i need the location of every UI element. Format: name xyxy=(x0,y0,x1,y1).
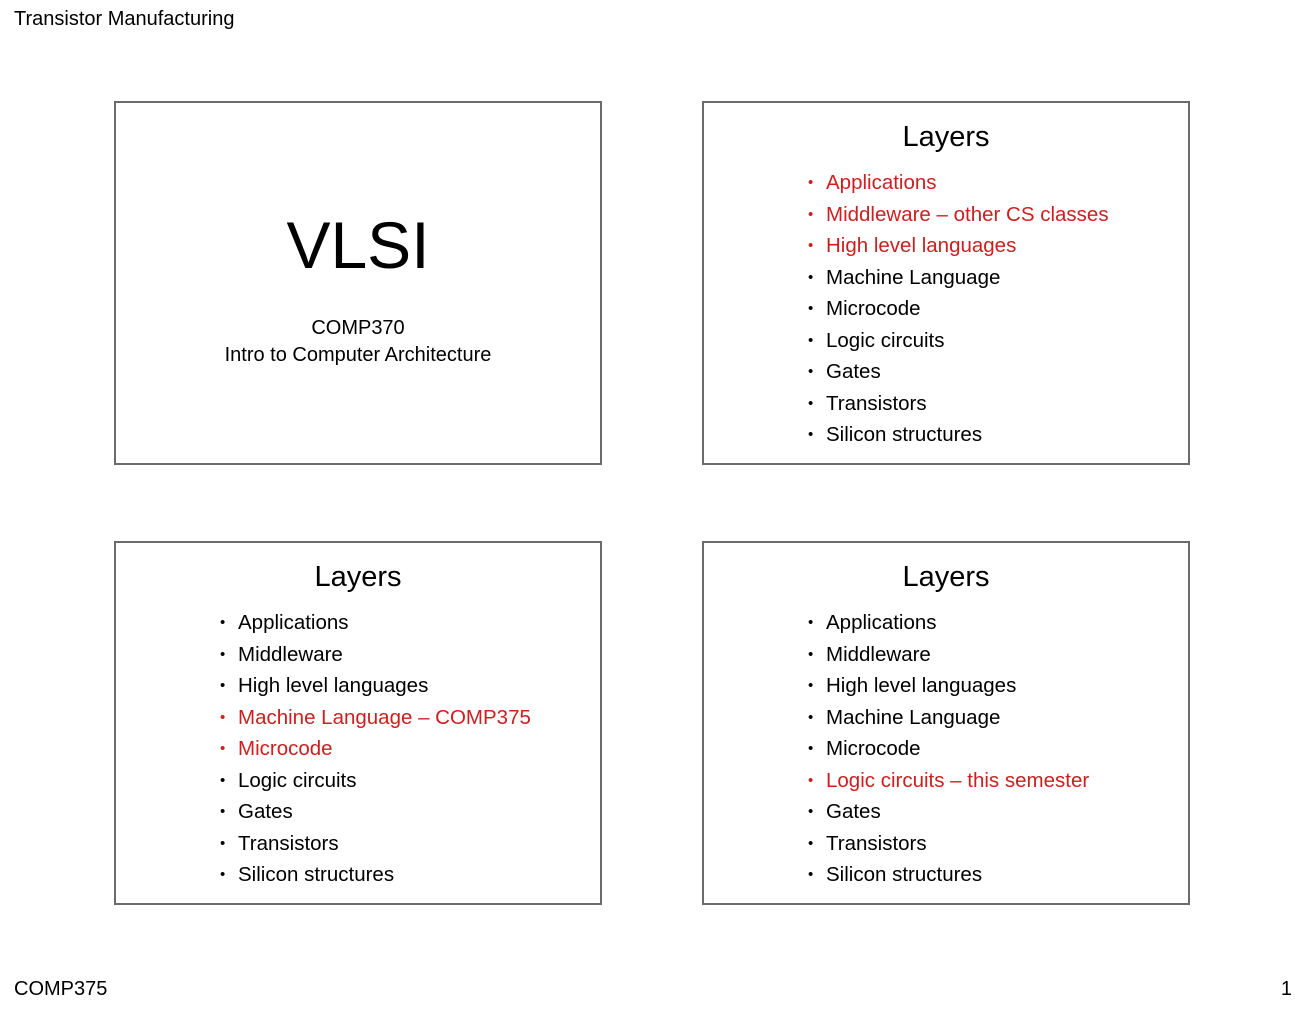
bullet-item xyxy=(220,859,531,891)
bullet-text: Applications xyxy=(238,611,349,634)
bullet-item xyxy=(808,293,1109,325)
bullet-dot-icon: • xyxy=(808,771,814,789)
page-header-title: Transistor Manufacturing xyxy=(14,8,235,30)
bullet-text: Silicon structures xyxy=(826,863,983,886)
bullet-text: High level languages xyxy=(826,674,1017,697)
bullet-dot-icon: • xyxy=(220,645,226,663)
bullet-text: Logic circuits – this semester xyxy=(826,768,1090,792)
subtitle-course: COMP370 xyxy=(311,317,405,339)
bullet-text: Logic circuits xyxy=(238,768,357,792)
bullet-text: Gates xyxy=(826,800,881,823)
bullet-item xyxy=(220,796,531,828)
bullet-text: Microcode xyxy=(238,737,333,760)
bullet-dot-icon: • xyxy=(220,803,226,820)
bullet-item xyxy=(808,388,1109,420)
bullet-dot-icon: • xyxy=(808,300,814,317)
bullet-dot-icon: • xyxy=(220,677,226,694)
slide-thumbnail-1 xyxy=(114,101,602,465)
bullet-dot-icon: • xyxy=(808,205,814,223)
bullet-dot-icon: • xyxy=(808,614,814,631)
bullet-text: Silicon structures xyxy=(826,423,983,446)
bullet-text: Machine Language – COMP375 xyxy=(238,705,531,729)
bullet-dot-icon: • xyxy=(808,268,814,286)
bullet-item xyxy=(220,765,531,797)
bullet-text: Machine Language xyxy=(826,265,1001,289)
bullet-dot-icon: • xyxy=(808,394,814,412)
bullet-item xyxy=(220,702,531,734)
footer-course: COMP375 xyxy=(14,978,108,1000)
slide-thumbnail-3 xyxy=(114,541,602,905)
slide-thumbnail-2 xyxy=(702,101,1190,465)
bullet-dot-icon: • xyxy=(220,834,226,852)
bullet-dot-icon: • xyxy=(808,426,814,443)
bullet-item xyxy=(808,639,1089,671)
bullet-item xyxy=(808,199,1109,231)
bullet-text: Gates xyxy=(826,360,881,383)
bullet-item xyxy=(808,167,1109,199)
bullet-text: Applications xyxy=(826,171,937,194)
bullet-item xyxy=(808,765,1089,797)
bullet-text: Silicon structures xyxy=(238,863,395,886)
bullet-dot-icon: • xyxy=(220,708,226,726)
bullet-dot-icon: • xyxy=(808,363,814,380)
bullet-item xyxy=(220,639,531,671)
bullet-item xyxy=(220,733,531,765)
bullet-item xyxy=(808,262,1109,294)
bullet-item xyxy=(808,828,1089,860)
bullet-item xyxy=(220,670,531,702)
bullet-item xyxy=(808,670,1089,702)
bullet-list xyxy=(808,167,1109,451)
bullet-text: Microcode xyxy=(826,737,921,760)
bullet-dot-icon: • xyxy=(808,645,814,663)
bullet-text: Logic circuits xyxy=(826,328,945,352)
bullet-dot-icon: • xyxy=(808,708,814,726)
subtitle-course-name: Intro to Computer Architecture xyxy=(224,344,492,366)
bullet-text: Transistors xyxy=(238,831,339,855)
slide-title: Layers xyxy=(314,561,402,593)
bullet-dot-icon: • xyxy=(808,237,814,254)
slide-title: Layers xyxy=(902,561,990,593)
bullet-dot-icon: • xyxy=(808,174,814,191)
bullet-item xyxy=(808,230,1109,262)
slide-thumbnail-4 xyxy=(702,541,1190,905)
page-number: 1 xyxy=(1280,978,1292,1000)
bullet-list xyxy=(220,607,531,891)
slide-heading: VLSI xyxy=(286,208,430,282)
bullet-dot-icon: • xyxy=(220,771,226,789)
bullet-item xyxy=(808,419,1109,451)
bullet-dot-icon: • xyxy=(220,866,226,883)
bullet-text: Middleware xyxy=(238,642,343,666)
bullet-text: Middleware – other CS classes xyxy=(826,202,1109,226)
bullet-text: Transistors xyxy=(826,391,927,415)
bullet-item xyxy=(808,859,1089,891)
bullet-dot-icon: • xyxy=(220,614,226,631)
slide-subtitle xyxy=(116,315,600,369)
bullet-item xyxy=(808,607,1089,639)
bullet-item xyxy=(220,828,531,860)
bullet-dot-icon: • xyxy=(808,740,814,757)
bullet-dot-icon: • xyxy=(808,677,814,694)
bullet-dot-icon: • xyxy=(808,331,814,349)
bullet-item xyxy=(808,796,1089,828)
bullet-dot-icon: • xyxy=(808,866,814,883)
bullet-item xyxy=(220,607,531,639)
bullet-item xyxy=(808,325,1109,357)
bullet-text: High level languages xyxy=(238,674,429,697)
bullet-dot-icon: • xyxy=(808,803,814,820)
bullet-dot-icon: • xyxy=(808,834,814,852)
bullet-dot-icon: • xyxy=(220,740,226,757)
bullet-text: Microcode xyxy=(826,297,921,320)
bullet-text: Machine Language xyxy=(826,705,1001,729)
bullet-item xyxy=(808,733,1089,765)
bullet-text: High level languages xyxy=(826,234,1017,257)
bullet-list xyxy=(808,607,1089,891)
bullet-text: Middleware xyxy=(826,642,931,666)
bullet-text: Gates xyxy=(238,800,293,823)
bullet-text: Transistors xyxy=(826,831,927,855)
bullet-item xyxy=(808,702,1089,734)
slide-title: Layers xyxy=(902,121,990,153)
bullet-text: Applications xyxy=(826,611,937,634)
bullet-item xyxy=(808,356,1109,388)
